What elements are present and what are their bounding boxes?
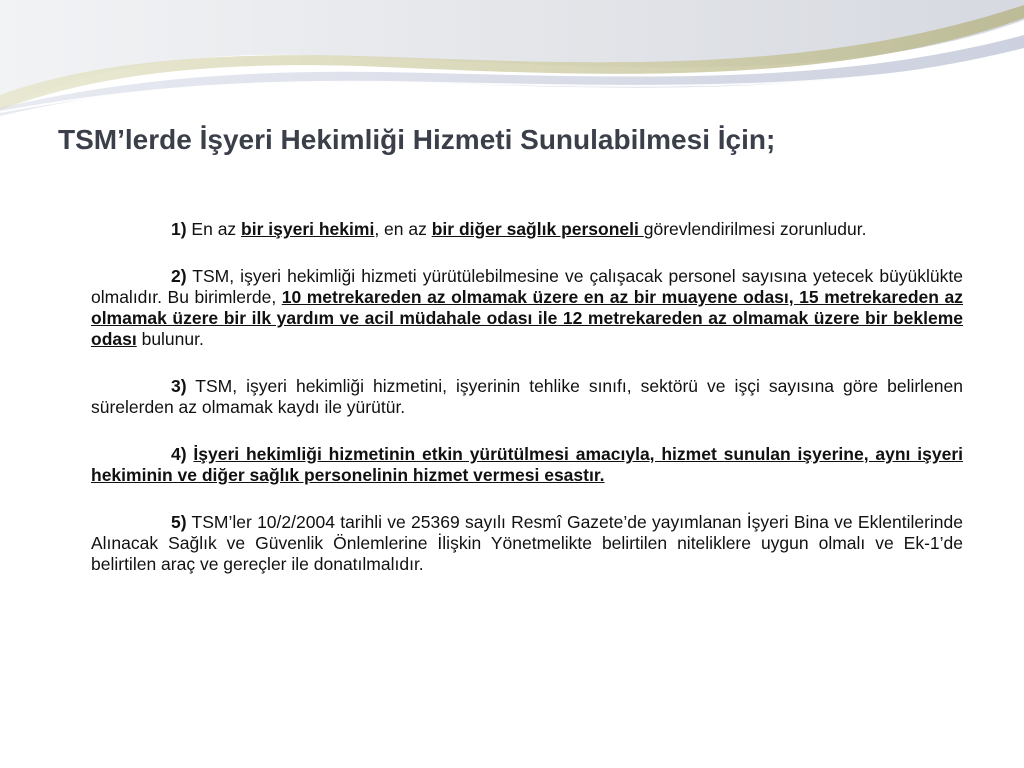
item-text: En az — [186, 219, 242, 239]
slide-title: TSM’lerde İşyeri Hekimliği Hizmeti Sunulabilmesi İçin; — [58, 124, 776, 155]
list-item-3 — [91, 376, 963, 418]
item-emphasis: bir işyeri hekimi — [241, 219, 375, 239]
list-item-4 — [91, 444, 963, 486]
item-text: bulunur. — [136, 329, 204, 349]
item-number: 1) — [171, 219, 187, 239]
list-item-1 — [91, 219, 963, 240]
item-number: 4) — [171, 444, 194, 464]
item-text: TSM’ler 10/2/2004 tarihli ve 25369 sayılı Resmî Gazete’de yayımlanan İşyeri Bina ve Eklentilerinde Alınacak Sağlık ve Güvenlik Önlemlerine İlişkin Yönetmelikte belirtilen niteliklere uygun olmalı ve Ek-1’de belirtilen araç ve gereçler ile donatılmalıdır. — [91, 512, 963, 574]
list-item-5 — [91, 512, 963, 575]
item-number: 2) — [171, 266, 187, 286]
header-wave-decoration — [0, 0, 1024, 130]
item-emphasis: bir diğer sağlık personeli — [431, 219, 644, 239]
item-text: görevlendirilmesi zorunludur. — [643, 219, 867, 239]
list-item-2 — [91, 266, 963, 350]
item-text: TSM, işyeri hekimliği hizmeti yürütülebilmesine ve çalışacak personel sayısına yetecek büyüklükte olmalıdır. Bu birimlerde, — [91, 266, 963, 307]
item-emphasis: 10 metrekareden az olmamak üzere en az bir muayene odası, 15 metrekareden az olmamak üzere bir ilk yardım ve acil müdahale odası ile 12 metrekareden az olmamak üzere bir bekleme odası — [91, 287, 963, 349]
item-text: , en az — [374, 219, 432, 239]
item-number: 5) — [171, 512, 187, 532]
item-emphasis: İşyeri hekimliği hizmetinin etkin yürütülmesi amacıyla, hizmet sunulan işyerine, aynı işyeri hekiminin ve diğer sağlık personelinin hizmet vermesi esastır. — [91, 444, 963, 485]
content-body — [91, 219, 963, 601]
item-number: 3) — [171, 376, 187, 396]
item-text: TSM, işyeri hekimliği hizmetini, işyerinin tehlike sınıfı, sektörü ve işçi sayısına göre belirlenen sürelerden az olmamak kaydı ile yürütür. — [91, 376, 963, 417]
